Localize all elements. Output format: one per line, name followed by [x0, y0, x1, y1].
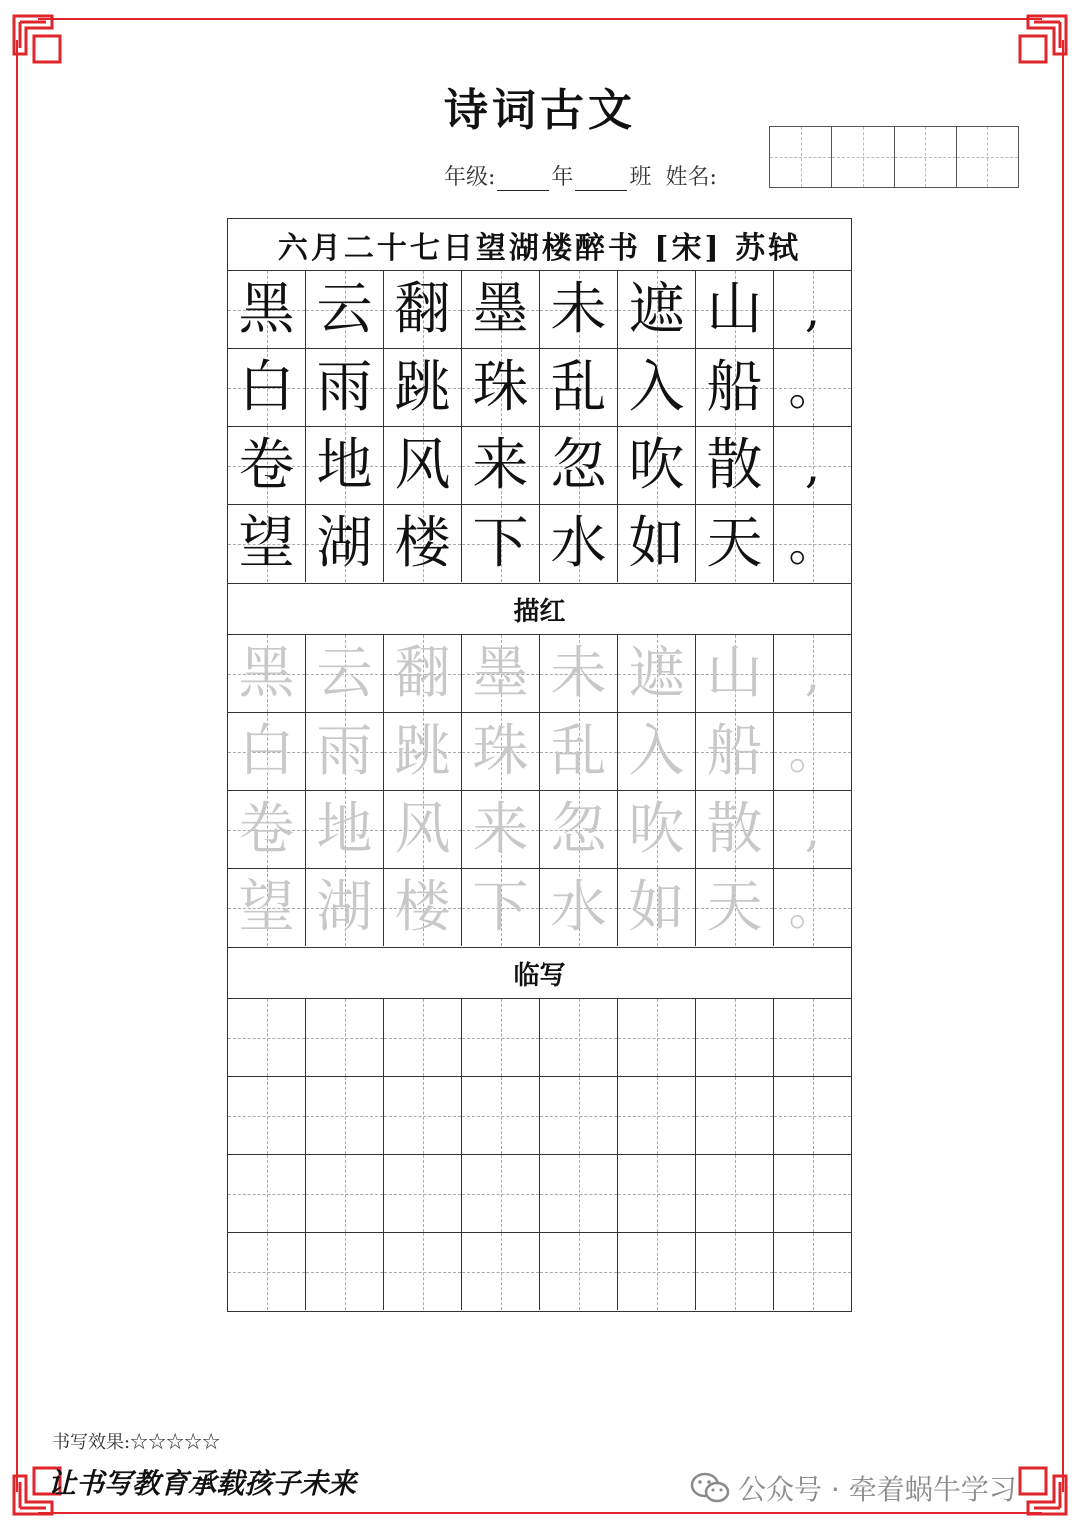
- year-label: 年: [551, 165, 574, 190]
- model-cell: [306, 349, 384, 426]
- trace-character: 船: [706, 718, 763, 784]
- model-character: 黑: [238, 276, 295, 342]
- trace-cell: [696, 869, 774, 946]
- trace-character: 天: [706, 874, 763, 940]
- trace-character: 乱: [550, 718, 607, 784]
- trace-character: 风: [394, 796, 451, 862]
- model-cell: [540, 271, 618, 348]
- trace-character: 如: [628, 874, 685, 940]
- trace-cell: [306, 869, 384, 946]
- frame-right: [1062, 40, 1064, 1492]
- model-cell: [618, 427, 696, 504]
- trace-character: 跳: [394, 718, 451, 784]
- class-label: 班: [629, 165, 652, 190]
- corner-ornament-top-left: [12, 14, 62, 64]
- model-character: 来: [472, 432, 529, 498]
- model-character: 山: [706, 276, 763, 342]
- trace-character: 散: [706, 796, 763, 862]
- model-character: 忽: [550, 432, 607, 498]
- trace-cell: [540, 791, 618, 868]
- student-info-row: [444, 160, 717, 191]
- model-character: ,: [804, 437, 821, 494]
- name-label: 姓名:: [665, 165, 717, 190]
- copy-cell[interactable]: [774, 1155, 851, 1232]
- model-character: 吹: [628, 432, 685, 498]
- model-cell: [306, 505, 384, 582]
- copy-cell[interactable]: [384, 1155, 462, 1232]
- grade-label: 年级:: [444, 165, 496, 190]
- model-character: 珠: [472, 354, 529, 420]
- model-character: 天: [706, 510, 763, 576]
- grade-year-field[interactable]: [497, 170, 549, 191]
- model-cell: [306, 427, 384, 504]
- model-rows: [228, 271, 851, 583]
- model-cell: [462, 427, 540, 504]
- trace-rows: [228, 635, 851, 947]
- copy-cell[interactable]: [228, 1233, 306, 1310]
- trace-cell: [462, 713, 540, 790]
- copy-cell[interactable]: [696, 1233, 774, 1310]
- model-cell: [696, 505, 774, 582]
- wechat-icon: [690, 1471, 730, 1505]
- model-character: 湖: [316, 510, 373, 576]
- model-cell: [696, 427, 774, 504]
- trace-character: 雨: [316, 718, 373, 784]
- model-cell: [462, 349, 540, 426]
- model-character: 入: [628, 354, 685, 420]
- trace-character: 下: [472, 874, 529, 940]
- trace-character: 遮: [628, 640, 685, 706]
- model-row: [228, 349, 851, 427]
- copy-cell[interactable]: [384, 999, 462, 1076]
- model-cell: [462, 271, 540, 348]
- frame-top: [38, 18, 1042, 20]
- trace-character: 云: [316, 640, 373, 706]
- copy-row: [228, 1155, 851, 1233]
- model-cell: [774, 427, 851, 504]
- model-cell: [228, 505, 306, 582]
- trace-character: 珠: [472, 718, 529, 784]
- copy-cell[interactable]: [774, 999, 851, 1076]
- model-row: [228, 271, 851, 349]
- trace-cell: [384, 869, 462, 946]
- name-box[interactable]: [957, 127, 1018, 187]
- copy-section-label: 临写: [228, 947, 851, 999]
- trace-cell: [384, 635, 462, 712]
- copy-cell[interactable]: [540, 1233, 618, 1310]
- copy-cell[interactable]: [618, 1155, 696, 1232]
- model-character: 下: [472, 510, 529, 576]
- trace-character: 未: [550, 640, 607, 706]
- copy-cell[interactable]: [774, 1233, 851, 1310]
- model-character: 。: [788, 359, 837, 416]
- model-cell: [306, 271, 384, 348]
- model-row: [228, 427, 851, 505]
- model-cell: [540, 427, 618, 504]
- trace-character: 黑: [238, 640, 295, 706]
- trace-cell: [306, 791, 384, 868]
- watermark-text: 公众号 · 牵着蜗牛学习: [738, 1473, 1017, 1506]
- trace-cell: [774, 869, 851, 946]
- trace-character: 卷: [238, 796, 295, 862]
- trace-cell: [774, 791, 851, 868]
- page-title: 诗词古文: [444, 85, 636, 136]
- copy-cell[interactable]: [774, 1077, 851, 1154]
- class-field[interactable]: [575, 170, 627, 191]
- model-cell: [618, 271, 696, 348]
- copy-row: [228, 1077, 851, 1155]
- copy-rows: [228, 999, 851, 1311]
- model-character: 楼: [394, 510, 451, 576]
- copy-cell[interactable]: [384, 1233, 462, 1310]
- model-cell: [774, 349, 851, 426]
- trace-cell: [618, 869, 696, 946]
- copy-cell[interactable]: [384, 1077, 462, 1154]
- name-box[interactable]: [832, 127, 894, 187]
- model-character: 船: [706, 354, 763, 420]
- trace-cell: [696, 791, 774, 868]
- copy-cell[interactable]: [462, 1155, 540, 1232]
- model-character: 白: [238, 354, 295, 420]
- trace-character: ,: [804, 801, 821, 858]
- corner-ornament-bottom-right: [1018, 1466, 1068, 1516]
- copy-cell[interactable]: [306, 999, 384, 1076]
- trace-cell: [384, 791, 462, 868]
- trace-character: 湖: [316, 874, 373, 940]
- watermark: [690, 1468, 1017, 1508]
- trace-cell: [540, 713, 618, 790]
- trace-cell: [540, 869, 618, 946]
- model-character: 墨: [472, 276, 529, 342]
- copy-cell[interactable]: [462, 1077, 540, 1154]
- trace-cell: [696, 635, 774, 712]
- frame-bottom: [38, 1512, 1042, 1514]
- trace-cell: [306, 635, 384, 712]
- trace-cell: [228, 635, 306, 712]
- name-box[interactable]: [770, 127, 832, 187]
- model-cell: [696, 271, 774, 348]
- model-cell: [618, 505, 696, 582]
- trace-character: 翻: [394, 640, 451, 706]
- copy-cell[interactable]: [696, 999, 774, 1076]
- corner-ornament-top-right: [1018, 14, 1068, 64]
- trace-cell: [462, 869, 540, 946]
- model-character: 雨: [316, 354, 373, 420]
- model-cell: [228, 271, 306, 348]
- copy-cell[interactable]: [228, 1077, 306, 1154]
- trace-character: 山: [706, 640, 763, 706]
- trace-cell: [384, 713, 462, 790]
- model-cell: [774, 271, 851, 348]
- model-character: 水: [550, 510, 607, 576]
- trace-character: 吹: [628, 796, 685, 862]
- copy-cell[interactable]: [618, 1077, 696, 1154]
- model-cell: [696, 349, 774, 426]
- model-character: 。: [788, 515, 837, 572]
- model-cell: [540, 505, 618, 582]
- trace-character: 。: [788, 723, 837, 780]
- trace-cell: [618, 713, 696, 790]
- trace-cell: [618, 791, 696, 868]
- trace-cell: [228, 791, 306, 868]
- frame-left: [16, 40, 18, 1492]
- model-character: 望: [238, 510, 295, 576]
- model-cell: [228, 349, 306, 426]
- model-character: 卷: [238, 432, 295, 498]
- copy-cell[interactable]: [462, 1233, 540, 1310]
- model-cell: [384, 427, 462, 504]
- copy-cell[interactable]: [306, 1077, 384, 1154]
- trace-cell: [462, 791, 540, 868]
- model-character: 云: [316, 276, 373, 342]
- trace-character: 入: [628, 718, 685, 784]
- writing-rating: 书写效果:☆☆☆☆☆: [52, 1432, 221, 1453]
- model-cell: [384, 271, 462, 348]
- footer-slogan: 让书写教育承载孩子未来: [48, 1467, 357, 1500]
- trace-cell: [774, 635, 851, 712]
- copy-row: [228, 1233, 851, 1311]
- model-cell: [618, 349, 696, 426]
- trace-cell: [696, 713, 774, 790]
- copy-cell[interactable]: [228, 999, 306, 1076]
- model-cell: [540, 349, 618, 426]
- trace-cell: [306, 713, 384, 790]
- copy-cell[interactable]: [462, 999, 540, 1076]
- copy-cell[interactable]: [696, 1077, 774, 1154]
- copy-cell[interactable]: [696, 1155, 774, 1232]
- copy-cell[interactable]: [618, 1233, 696, 1310]
- model-character: 散: [706, 432, 763, 498]
- trace-row: [228, 869, 851, 947]
- model-character: 未: [550, 276, 607, 342]
- trace-character: 水: [550, 874, 607, 940]
- model-cell: [774, 505, 851, 582]
- trace-character: 忽: [550, 796, 607, 862]
- practice-grid: [227, 218, 852, 1312]
- trace-cell: [228, 713, 306, 790]
- model-cell: [462, 505, 540, 582]
- trace-cell: [462, 635, 540, 712]
- trace-character: ,: [804, 645, 821, 702]
- trace-cell: [618, 635, 696, 712]
- model-character: 乱: [550, 354, 607, 420]
- name-writing-boxes[interactable]: [769, 126, 1019, 188]
- trace-row: [228, 713, 851, 791]
- model-character: 跳: [394, 354, 451, 420]
- model-cell: [384, 505, 462, 582]
- trace-character: 白: [238, 718, 295, 784]
- model-character: ,: [804, 281, 821, 338]
- trace-character: 。: [788, 879, 837, 936]
- poem-header: 六月二十七日望湖楼醉书 [宋] 苏轼: [228, 219, 851, 271]
- model-cell: [384, 349, 462, 426]
- copy-cell[interactable]: [540, 1077, 618, 1154]
- copy-row: [228, 999, 851, 1077]
- copy-cell[interactable]: [540, 1155, 618, 1232]
- trace-character: 墨: [472, 640, 529, 706]
- model-character: 地: [316, 432, 373, 498]
- model-row: [228, 505, 851, 583]
- trace-row: [228, 635, 851, 713]
- name-box[interactable]: [895, 127, 957, 187]
- model-character: 遮: [628, 276, 685, 342]
- trace-cell: [540, 635, 618, 712]
- trace-cell: [228, 869, 306, 946]
- copy-cell[interactable]: [306, 1155, 384, 1232]
- trace-cell: [774, 713, 851, 790]
- copy-cell[interactable]: [540, 999, 618, 1076]
- model-cell: [228, 427, 306, 504]
- trace-character: 来: [472, 796, 529, 862]
- trace-section-label: 描红: [228, 583, 851, 635]
- model-character: 如: [628, 510, 685, 576]
- copy-cell[interactable]: [228, 1155, 306, 1232]
- trace-character: 望: [238, 874, 295, 940]
- trace-character: 地: [316, 796, 373, 862]
- copy-cell[interactable]: [618, 999, 696, 1076]
- trace-character: 楼: [394, 874, 451, 940]
- trace-row: [228, 791, 851, 869]
- copy-cell[interactable]: [306, 1233, 384, 1310]
- model-character: 翻: [394, 276, 451, 342]
- model-character: 风: [394, 432, 451, 498]
